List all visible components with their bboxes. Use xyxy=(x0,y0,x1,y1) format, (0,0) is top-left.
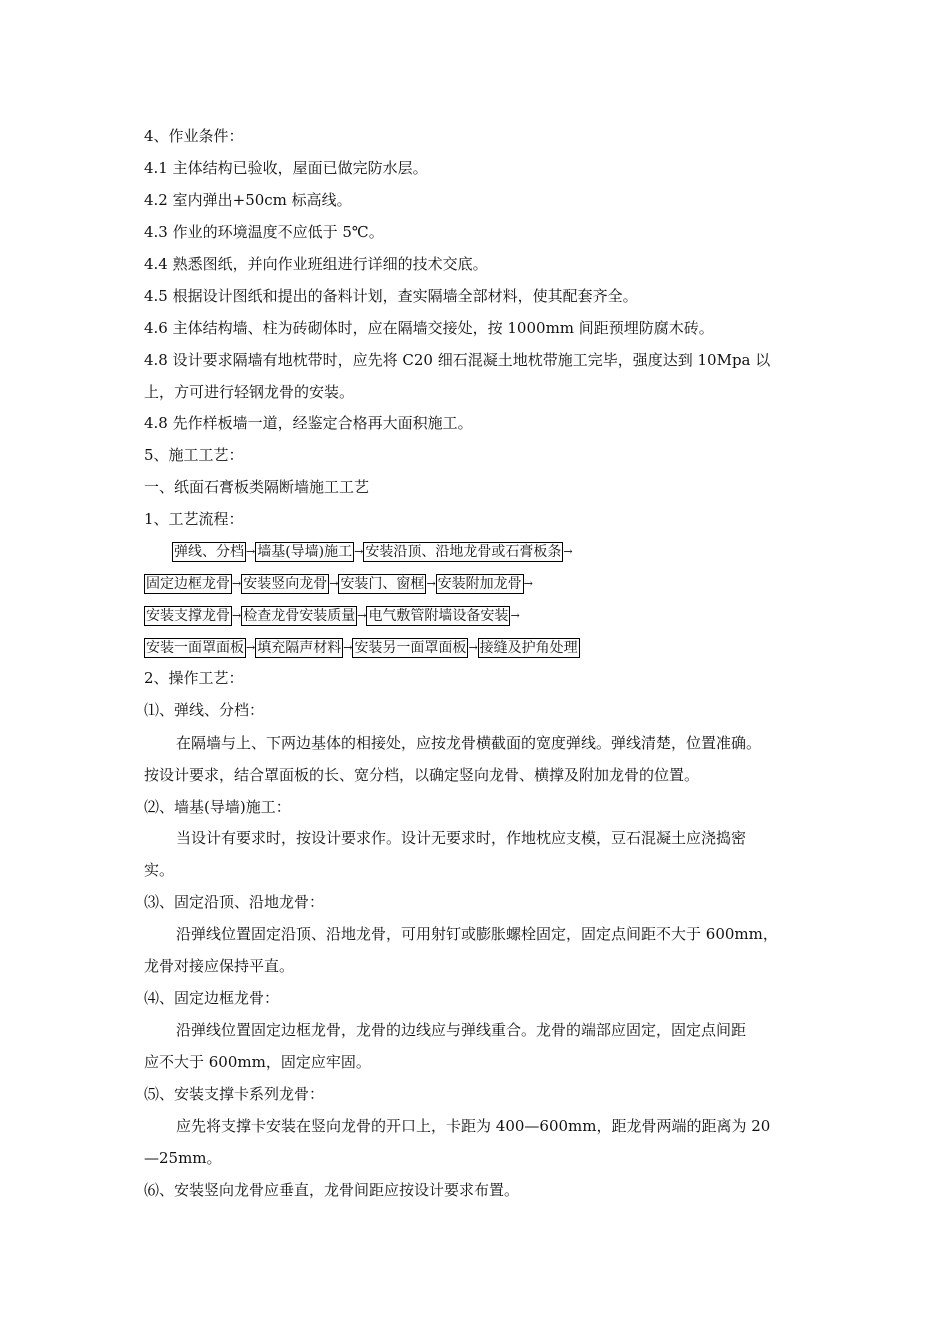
flow-step: 安装沿顶、沿地龙骨或石膏板条 xyxy=(365,544,562,560)
step-heading: ⑹、安装竖向龙骨应垂直，龙骨间距应按设计要求布置。 xyxy=(144,1181,520,1199)
flow-step: 安装支撑龙骨 xyxy=(146,608,230,624)
flow-step: 电气敷管附墙设备安装 xyxy=(368,608,509,624)
subsection-heading: 2、操作工艺： xyxy=(144,669,244,687)
flow-step: 安装竖向龙骨 xyxy=(243,576,328,592)
text-line: 按设计要求，结合罩面板的长、宽分档，以确定竖向龙骨、横撑及附加龙骨的位置。 xyxy=(144,766,700,784)
flow-arrow: → xyxy=(563,545,573,558)
flow-arrow: → xyxy=(468,641,478,654)
flow-arrow: → xyxy=(343,641,353,654)
flow-row-2 xyxy=(144,573,533,595)
flow-step: 填充隔声材料 xyxy=(257,640,342,656)
text-line: 应不大于 600mm，固定应牢固。 xyxy=(144,1053,371,1071)
flow-arrow: → xyxy=(357,609,367,622)
text-line: 4.8 先作样板墙一道，经鉴定合格再大面积施工。 xyxy=(144,414,473,432)
flow-step: 安装门、窗框 xyxy=(340,576,425,592)
section-heading: 4、作业条件： xyxy=(144,127,244,145)
flow-arrow: → xyxy=(232,609,242,622)
step-heading: ⑷、固定边框龙骨： xyxy=(144,989,280,1007)
flow-step: 弹线、分档 xyxy=(174,544,244,560)
flow-step: 墙基(导墙)施工 xyxy=(257,544,353,560)
subsection-heading: 一、纸面石膏板类隔断墙施工工艺 xyxy=(144,478,370,496)
text-line: 在隔墙与上、下两边基体的相接处，应按龙骨横截面的宽度弹线。弹线清楚，位置准确。 xyxy=(176,734,762,752)
text-line: 龙骨对接应保持平直。 xyxy=(144,957,295,975)
flow-arrow: → xyxy=(426,577,436,590)
text-line: 4.8 设计要求隔墙有地枕带时，应先将 C20 细石混凝土地枕带施工完毕，强度达到 10Mpa 以 xyxy=(144,351,771,369)
flow-arrow: → xyxy=(354,545,364,558)
step-heading: ⑴、弹线、分档： xyxy=(144,701,265,719)
text-line: 4.3 作业的环境温度不应低于 5℃。 xyxy=(144,223,384,241)
text-line: 当设计有要求时，按设计要求作。设计无要求时，作地枕应支模，豆石混凝土应浇捣密 xyxy=(176,829,747,847)
flow-step: 安装附加龙骨 xyxy=(437,576,522,592)
flow-step: 接缝及护角处理 xyxy=(479,640,578,656)
flow-arrow: → xyxy=(246,641,256,654)
text-line: —25mm。 xyxy=(144,1149,222,1167)
text-line: 沿弹线位置固定沿顶、沿地龙骨，可用射钉或膨胀螺栓固定，固定点间距不大于 600mm， xyxy=(176,925,778,943)
text-line: 4.2 室内弹出+50cm 标高线。 xyxy=(144,191,352,209)
flow-step: 固定边框龙骨 xyxy=(146,576,230,592)
text-line: 实。 xyxy=(144,861,175,879)
subsection-heading: 1、工艺流程： xyxy=(144,510,244,528)
flow-arrow: → xyxy=(232,577,242,590)
flow-arrow: → xyxy=(246,545,256,558)
text-line: 应先将支撑卡安装在竖向龙骨的开口上，卡距为 400—600mm，距龙骨两端的距离为 20 xyxy=(176,1117,771,1135)
flow-row-4 xyxy=(144,637,580,659)
text-line: 4.5 根据设计图纸和提出的备料计划，查实隔墙全部材料，使其配套齐全。 xyxy=(144,287,638,305)
text-line: 上，方可进行轻钢龙骨的安装。 xyxy=(144,383,355,401)
section-heading: 5、施工工艺： xyxy=(144,446,244,464)
text-line: 4.4 熟悉图纸，并向作业班组进行详细的技术交底。 xyxy=(144,255,488,273)
flow-step: 检查龙骨安装质量 xyxy=(243,608,356,624)
flow-row-1 xyxy=(172,541,573,563)
flow-row-3 xyxy=(144,605,520,627)
text-line: 4.1 主体结构已验收，屋面已做完防水层。 xyxy=(144,159,428,177)
flow-step: 安装另一面罩面板 xyxy=(354,640,467,656)
flow-arrow: → xyxy=(510,609,520,622)
step-heading: ⑵、墙基(导墙)施工： xyxy=(144,798,291,816)
flow-step: 安装一面罩面板 xyxy=(146,640,244,656)
step-heading: ⑸、安装支撑卡系列龙骨： xyxy=(144,1085,325,1103)
step-heading: ⑶、固定沿顶、沿地龙骨： xyxy=(144,893,325,911)
text-line: 4.6 主体结构墙、柱为砖砌体时，应在隔墙交接处，按 1000mm 间距预埋防腐木砖。 xyxy=(144,319,714,337)
text-line: 沿弹线位置固定边框龙骨，龙骨的边线应与弹线重合。龙骨的端部应固定，固定点间距 xyxy=(176,1021,747,1039)
flow-arrow: → xyxy=(329,577,339,590)
flow-arrow: → xyxy=(523,577,533,590)
